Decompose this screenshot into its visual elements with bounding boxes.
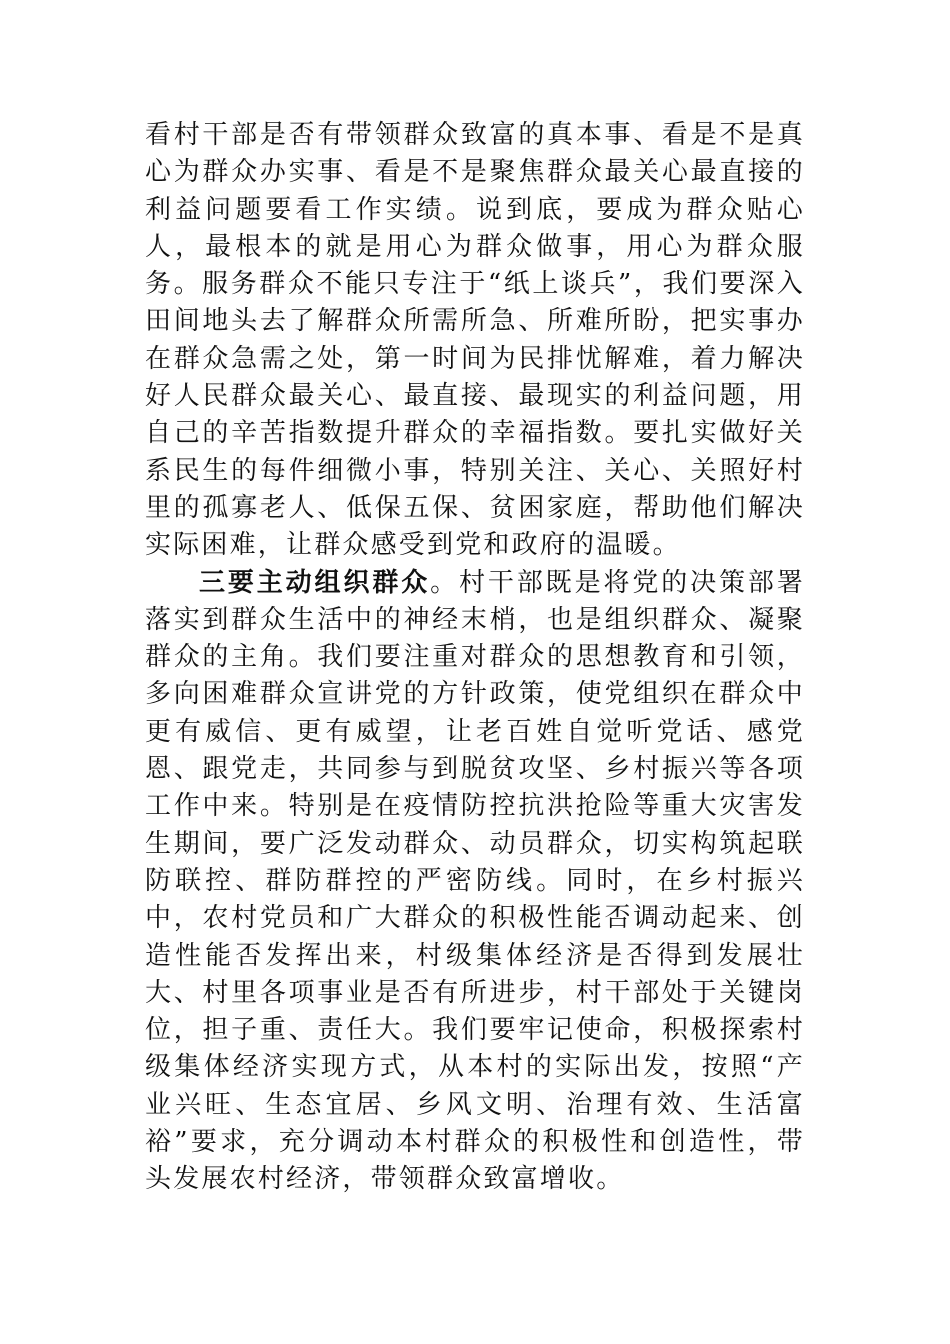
body-paragraph-2	[145, 565, 805, 1199]
body-paragraph-1: 看村干部是否有带领群众致富的真本事、看是不是真心为群众办实事、看是不是聚焦群众最关心最直接的利益问题要看工作实绩。说到底，要成为群众贴心人，最根本的就是用心为群众做事，用心为群众服务。服务群众不能只专注于“纸上谈兵”，我们要深入田间地头去了解群众所需所急、所难所盼，把实事办在群众急需之处，第一时间为民排忧解难，着力解决好人民群众最关心、最直接、最现实的利益问题，用自己的辛苦指数提升群众的幸福指数。要扎实做好关系民生的每件细微小事，特别关注、关心、关照好村里的孤寡老人、低保五保、贫困家庭，帮助他们解决实际困难，让群众感受到党和政府的温暖。	[145, 120, 805, 561]
section-heading-inline: 三要主动组织群众	[199, 567, 431, 598]
document-page	[145, 117, 805, 1199]
body-paragraph-2-text: 。村干部既是将党的决策部署落实到群众生活中的神经末梢，也是组织群众、凝聚群众的主角。我们要注重对群众的思想教育和引领，多向困难群众宣讲党的方针政策，使党组织在群众中更有威信、更有威望，让老百姓自觉听党话、感党恩、跟党走，共同参与到脱贫攻坚、乡村振兴等各项工作中来。特别是在疫情防控抗洪抢险等重大灾害发生期间，要广泛发动群众、动员群众，切实构筑起联防联控、群防群控的严密防线。同时，在乡村振兴中，农村党员和广大群众的积极性能否调动起来、创造性能否发挥出来，村级集体经济是否得到发展壮大、村里各项事业是否有所进步，村干部处于关键岗位，担子重、责任大。我们要牢记使命，积极探索村级集体经济实现方式，从本村的实际出发，按照“产业兴旺、生态宜居、乡风文明、治理有效、生活富裕”要求，充分调动本村群众的积极性和创造性，带头发展农村经济，带领群众致富增收。	[145, 567, 805, 1195]
